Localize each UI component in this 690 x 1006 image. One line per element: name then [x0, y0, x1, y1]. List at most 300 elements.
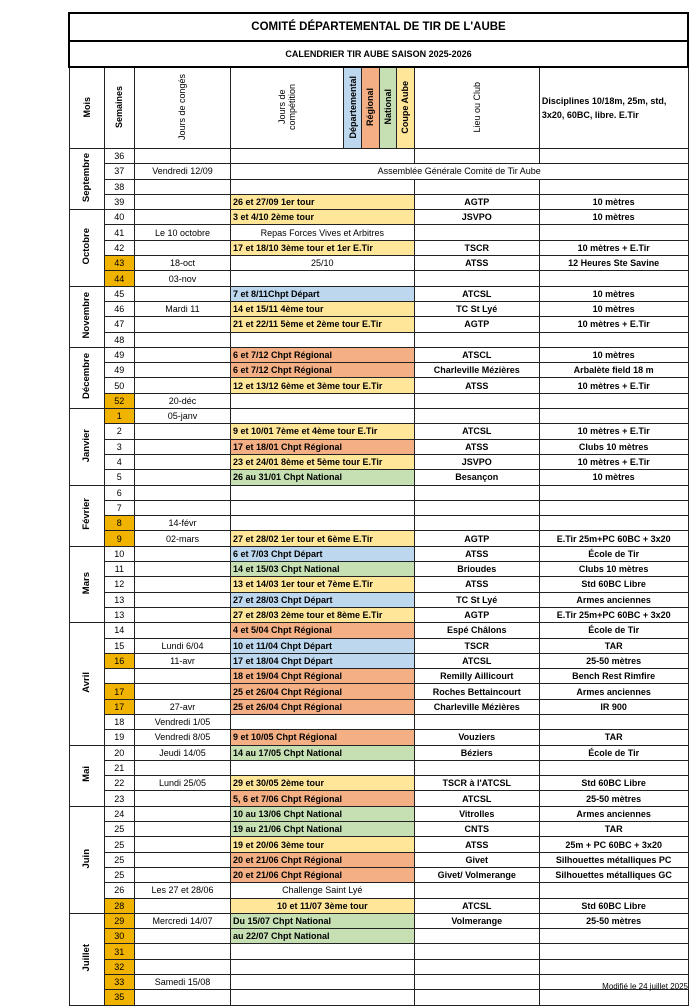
discipline-cell [539, 959, 688, 974]
week-cell: 11 [104, 562, 134, 577]
competition-cell: 27 et 28/03 2ème tour et 8ème E.Tir [230, 607, 414, 622]
month-cell [69, 745, 104, 806]
discipline-cell [539, 714, 688, 729]
competition-cell: 5, 6 et 7/06 Chpt Régional [230, 791, 414, 806]
competition-cell [230, 944, 414, 959]
venue-cell [414, 944, 539, 959]
calendar-row [69, 745, 688, 760]
competition-cell: 21 et 22/11 5ème et 2ème tour E.Tir [230, 317, 414, 332]
venue-cell: ATCSL [414, 791, 539, 806]
venue-cell: ATSS [414, 439, 539, 454]
calendar-row [69, 852, 688, 867]
holiday-cell: Mardi 11 [135, 301, 231, 316]
week-cell: 30 [104, 929, 134, 944]
venue-cell: Espé Châlons [414, 623, 539, 638]
month-label: Juin [81, 848, 93, 869]
discipline-cell: 10 mètres [539, 210, 688, 225]
venue-cell: Vitrolles [414, 806, 539, 821]
week-cell: 33 [104, 975, 134, 990]
holiday-cell [135, 149, 231, 164]
venue-cell [414, 760, 539, 775]
calendar-row [69, 332, 688, 347]
header-coupe-aube: Coupe Aube [400, 80, 411, 134]
competition-cell: 17 et 18/04 Chpt Départ [230, 653, 414, 668]
holiday-cell [135, 363, 231, 378]
discipline-cell: E.Tir 25m+PC 60BC + 3x20 [539, 531, 688, 546]
holiday-cell [135, 577, 231, 592]
calendar-row [69, 791, 688, 806]
holiday-cell [135, 424, 231, 439]
holiday-cell: Mercredi 14/07 [135, 913, 231, 928]
calendar-row [69, 516, 688, 531]
holiday-cell [135, 867, 231, 882]
calendar-row [69, 577, 688, 592]
header-mois: Mois [81, 96, 92, 118]
holiday-cell [135, 623, 231, 638]
competition-cell: 19 et 20/06 3ème tour [230, 837, 414, 852]
month-cell [69, 546, 104, 622]
week-cell: 44 [104, 271, 134, 286]
header-national: National [382, 89, 393, 125]
week-cell: 17 [104, 699, 134, 714]
venue-cell: ATSS [414, 256, 539, 271]
calendar-row [69, 975, 688, 990]
venue-cell [414, 516, 539, 531]
week-cell: 28 [104, 898, 134, 913]
venue-cell: ATSS [414, 837, 539, 852]
month-label: Septembre [81, 153, 93, 203]
venue-cell: Charleville Mézières [414, 699, 539, 714]
competition-cell: 9 et 10/01 7ème et 4ème tour E.Tir [230, 424, 414, 439]
holiday-cell [135, 286, 231, 301]
event-cell: Repas Forces Vives et Arbitres [230, 225, 414, 240]
holiday-cell [135, 347, 231, 362]
week-cell: 52 [104, 393, 134, 408]
competition-cell [230, 500, 414, 515]
competition-cell: 27 et 28/03 Chpt Départ [230, 592, 414, 607]
venue-cell: ATSS [414, 577, 539, 592]
venue-cell [414, 500, 539, 515]
document-subtitle: CALENDRIER TIR AUBE SAISON 2025-2026 [69, 41, 688, 67]
calendar-row [69, 714, 688, 729]
event-cell: Challenge Saint Lyé [230, 883, 414, 898]
month-cell [69, 347, 104, 408]
week-cell: 22 [104, 776, 134, 791]
competition-cell: 14 et 15/11 4ème tour [230, 301, 414, 316]
discipline-cell: École de Tir [539, 623, 688, 638]
week-cell: 25 [104, 837, 134, 852]
calendar-row [69, 194, 688, 209]
week-cell: 49 [104, 363, 134, 378]
competition-cell: 18 et 19/04 Chpt Régional [230, 669, 414, 684]
month-label: Février [81, 498, 93, 530]
venue-cell: TC St Lyé [414, 592, 539, 607]
week-cell: 20 [104, 745, 134, 760]
discipline-cell: 10 mètres + E.Tir [539, 378, 688, 393]
holiday-cell [135, 179, 231, 194]
calendar-row [69, 424, 688, 439]
venue-cell [414, 332, 539, 347]
week-cell: 42 [104, 240, 134, 255]
discipline-cell: 10 mètres [539, 470, 688, 485]
competition-cell: 17 et 18/10 3ème tour et 1er E.Tir [230, 240, 414, 255]
holiday-cell: Vendredi 1/05 [135, 714, 231, 729]
week-cell: 41 [104, 225, 134, 240]
holiday-cell: Samedi 15/08 [135, 975, 231, 990]
discipline-cell: 10 mètres + E.Tir [539, 454, 688, 469]
week-cell: 38 [104, 179, 134, 194]
holiday-cell: Lundi 25/05 [135, 776, 231, 791]
week-cell: 46 [104, 301, 134, 316]
week-cell: 15 [104, 638, 134, 653]
venue-cell: JSVPO [414, 210, 539, 225]
discipline-cell: Clubs 10 mètres [539, 439, 688, 454]
calendar-row [69, 149, 688, 164]
week-cell: 25 [104, 867, 134, 882]
week-cell: 31 [104, 944, 134, 959]
calendar-row [69, 393, 688, 408]
holiday-cell: 18-oct [135, 256, 231, 271]
competition-cell: 12 et 13/12 6ème et 3ème tour E.Tir [230, 378, 414, 393]
calendar-row [69, 225, 688, 240]
calendar-row [69, 347, 688, 362]
holiday-cell [135, 760, 231, 775]
discipline-cell: École de Tir [539, 745, 688, 760]
competition-cell [230, 271, 414, 286]
holiday-cell [135, 791, 231, 806]
discipline-cell: Armes anciennes [539, 592, 688, 607]
holiday-cell: 14-févr [135, 516, 231, 531]
holiday-cell [135, 546, 231, 561]
holiday-cell [135, 439, 231, 454]
venue-cell: Roches Bettaincourt [414, 684, 539, 699]
week-cell: 37 [104, 164, 134, 179]
holiday-cell [135, 959, 231, 974]
discipline-cell: 10 mètres [539, 286, 688, 301]
competition-cell [230, 149, 414, 164]
competition-cell: 27 et 28/02 1er tour et 6ème E.Tir [230, 531, 414, 546]
week-cell: 45 [104, 286, 134, 301]
discipline-cell: 12 Heures Ste Savine [539, 256, 688, 271]
month-label: Novembre [81, 292, 93, 339]
discipline-cell: TAR [539, 822, 688, 837]
holiday-cell: 03-nov [135, 271, 231, 286]
calendar-row [69, 363, 688, 378]
competition-cell: 20 et 21/06 Chpt Régional [230, 852, 414, 867]
discipline-cell: Std 60BC Libre [539, 577, 688, 592]
competition-cell [230, 332, 414, 347]
venue-cell [414, 714, 539, 729]
week-cell: 36 [104, 149, 134, 164]
week-cell: 4 [104, 454, 134, 469]
competition-cell: 4 et 5/04 Chpt Régional [230, 623, 414, 638]
discipline-cell [539, 225, 688, 240]
holiday-cell: 05-janv [135, 409, 231, 424]
holiday-cell: Lundi 6/04 [135, 638, 231, 653]
month-cell [69, 913, 104, 1005]
discipline-cell [539, 485, 688, 500]
week-cell: 19 [104, 730, 134, 745]
week-cell: 21 [104, 760, 134, 775]
week-cell: 7 [104, 500, 134, 515]
week-cell: 47 [104, 317, 134, 332]
modified-date: Modifié le 24 juillet 2025 [602, 982, 688, 991]
venue-cell: AGTP [414, 194, 539, 209]
month-label: Mai [81, 766, 93, 783]
week-cell: 49 [104, 347, 134, 362]
competition-cell: 20 et 21/06 Chpt Régional [230, 867, 414, 882]
venue-cell: Béziers [414, 745, 539, 760]
venue-cell [414, 179, 539, 194]
venue-cell [414, 883, 539, 898]
competition-cell: 25 et 26/04 Chpt Régional [230, 684, 414, 699]
venue-cell: ATSS [414, 546, 539, 561]
discipline-cell [539, 883, 688, 898]
competition-cell: 6 et 7/03 Chpt Départ [230, 546, 414, 561]
week-cell: 39 [104, 194, 134, 209]
header-semaines: Semaines [114, 85, 125, 129]
holiday-cell: 27-avr [135, 699, 231, 714]
holiday-cell [135, 898, 231, 913]
venue-cell [414, 485, 539, 500]
discipline-cell: TAR [539, 638, 688, 653]
competition-cell: 29 et 30/05 2ème tour [230, 776, 414, 791]
week-cell: 48 [104, 332, 134, 347]
discipline-cell: École de Tir [539, 546, 688, 561]
calendar-row [69, 439, 688, 454]
calendar-row [69, 531, 688, 546]
holiday-cell [135, 500, 231, 515]
discipline-cell: Armes anciennes [539, 806, 688, 821]
calendar-row [69, 317, 688, 332]
month-cell [69, 286, 104, 347]
calendar-row [69, 669, 688, 684]
discipline-cell [539, 500, 688, 515]
month-cell [69, 409, 104, 485]
venue-cell: Remilly Aillicourt [414, 669, 539, 684]
discipline-cell [539, 393, 688, 408]
week-cell: 12 [104, 577, 134, 592]
venue-cell: Besançon [414, 470, 539, 485]
week-cell [104, 669, 134, 684]
holiday-cell [135, 454, 231, 469]
discipline-cell: Std 60BC Libre [539, 776, 688, 791]
event-cell: Assemblée Générale Comité de Tir Aube [230, 164, 688, 179]
calendar-row [69, 959, 688, 974]
week-cell: 40 [104, 210, 134, 225]
discipline-cell: E.Tir 25m+PC 60BC + 3x20 [539, 607, 688, 622]
venue-cell: ATCSL [414, 653, 539, 668]
venue-cell: JSVPO [414, 454, 539, 469]
discipline-cell: Arbalète field 18 m [539, 363, 688, 378]
discipline-cell [539, 516, 688, 531]
calendar-row [69, 179, 688, 194]
competition-cell: au 22/07 Chpt National [230, 929, 414, 944]
discipline-cell: 10 mètres [539, 347, 688, 362]
week-cell: 8 [104, 516, 134, 531]
header-row [69, 67, 688, 149]
calendar-row [69, 301, 688, 316]
venue-cell: Charleville Mézières [414, 363, 539, 378]
calendar-row [69, 944, 688, 959]
venue-cell: ATCSL [414, 898, 539, 913]
holiday-cell: 20-déc [135, 393, 231, 408]
venue-cell: ATCSL [414, 286, 539, 301]
holiday-cell [135, 607, 231, 622]
venue-cell: CNTS [414, 822, 539, 837]
calendar-row [69, 409, 688, 424]
competition-cell [230, 409, 414, 424]
venue-cell: TSCR [414, 638, 539, 653]
competition-cell: 10 et 11/07 3ème tour [230, 898, 414, 913]
venue-cell [414, 149, 539, 164]
week-cell: 18 [104, 714, 134, 729]
venue-cell [414, 959, 539, 974]
week-cell: 10 [104, 546, 134, 561]
month-label: Avril [81, 672, 93, 693]
venue-cell [414, 990, 539, 1005]
competition-cell: 17 et 18/01 Chpt Régional [230, 439, 414, 454]
calendar-row [69, 760, 688, 775]
week-cell: 1 [104, 409, 134, 424]
competition-cell: 10 au 13/06 Chpt National [230, 806, 414, 821]
venue-cell: TSCR [414, 240, 539, 255]
calendar-row [69, 164, 688, 179]
discipline-cell: 10 mètres [539, 301, 688, 316]
venue-cell: ATSS [414, 378, 539, 393]
venue-cell: Volmerange [414, 913, 539, 928]
holiday-cell [135, 990, 231, 1005]
header-regional: Régional [365, 87, 376, 126]
month-cell [69, 806, 104, 913]
week-cell: 29 [104, 913, 134, 928]
competition-cell: 25 et 26/04 Chpt Régional [230, 699, 414, 714]
event-cell: 25/10 [230, 256, 414, 271]
calendar-row [69, 271, 688, 286]
competition-cell: 14 au 17/05 Chpt National [230, 745, 414, 760]
week-cell: 6 [104, 485, 134, 500]
calendar-row [69, 256, 688, 271]
competition-cell: 3 et 4/10 2ème tour [230, 210, 414, 225]
discipline-cell: Clubs 10 mètres [539, 562, 688, 577]
week-cell: 23 [104, 791, 134, 806]
holiday-cell [135, 684, 231, 699]
week-cell: 3 [104, 439, 134, 454]
venue-cell [414, 929, 539, 944]
header-lieu: Lieu ou Club [471, 81, 482, 133]
week-cell: 32 [104, 959, 134, 974]
competition-cell: 10 et 11/04 Chpt Départ [230, 638, 414, 653]
venue-cell: ATSCL [414, 347, 539, 362]
discipline-cell: 10 mètres + E.Tir [539, 317, 688, 332]
week-cell: 2 [104, 424, 134, 439]
holiday-cell [135, 669, 231, 684]
discipline-cell: 10 mètres + E.Tir [539, 424, 688, 439]
venue-cell: AGTP [414, 531, 539, 546]
discipline-cell [539, 332, 688, 347]
venue-cell: Givet/ Volmerange [414, 867, 539, 882]
discipline-cell [539, 990, 688, 1005]
discipline-cell: 25-50 mètres [539, 653, 688, 668]
discipline-cell [539, 271, 688, 286]
calendar-row [69, 500, 688, 515]
holiday-cell [135, 378, 231, 393]
calendar-row [69, 286, 688, 301]
week-cell: 24 [104, 806, 134, 821]
header-departemental: Départemental [347, 75, 358, 139]
calendar-table [68, 12, 689, 1006]
holiday-cell [135, 240, 231, 255]
competition-cell [230, 714, 414, 729]
calendar-row [69, 867, 688, 882]
competition-cell [230, 959, 414, 974]
discipline-cell: TAR [539, 730, 688, 745]
discipline-cell [539, 944, 688, 959]
calendar-row [69, 240, 688, 255]
month-label: Décembre [81, 353, 93, 400]
month-label: Octobre [81, 228, 93, 265]
venue-cell [414, 225, 539, 240]
venue-cell: Vouziers [414, 730, 539, 745]
month-cell [69, 485, 104, 546]
holiday-cell [135, 332, 231, 347]
competition-cell: 7 et 8/11Chpt Départ [230, 286, 414, 301]
week-cell: 14 [104, 623, 134, 638]
discipline-cell [539, 760, 688, 775]
week-cell: 13 [104, 607, 134, 622]
holiday-cell: Vendredi 12/09 [135, 164, 231, 179]
competition-cell: 19 au 21/06 Chpt National [230, 822, 414, 837]
header-competition: Jours de compétition [277, 83, 298, 131]
week-cell: 16 [104, 653, 134, 668]
month-label: Juillet [81, 944, 93, 972]
month-cell [69, 210, 104, 286]
holiday-cell: Vendredi 8/05 [135, 730, 231, 745]
holiday-cell [135, 210, 231, 225]
discipline-cell: Bench Rest Rimfire [539, 669, 688, 684]
calendar-row [69, 638, 688, 653]
calendar-row [69, 837, 688, 852]
month-label: Janvier [81, 428, 93, 462]
venue-cell: TC St Lyé [414, 301, 539, 316]
holiday-cell [135, 929, 231, 944]
calendar-row [69, 822, 688, 837]
calendar-row [69, 806, 688, 821]
venue-cell: ATCSL [414, 424, 539, 439]
holiday-cell [135, 194, 231, 209]
calendar-row [69, 470, 688, 485]
calendar-row [69, 776, 688, 791]
week-cell: 43 [104, 256, 134, 271]
discipline-cell: Silhouettes métalliques GC [539, 867, 688, 882]
competition-cell: 14 et 15/03 Chpt National [230, 562, 414, 577]
discipline-cell: 25m + PC 60BC + 3x20 [539, 837, 688, 852]
discipline-cell: Armes anciennes [539, 684, 688, 699]
week-cell: 25 [104, 822, 134, 837]
competition-cell [230, 975, 414, 990]
calendar-row [69, 883, 688, 898]
month-cell [69, 149, 104, 210]
holiday-cell [135, 852, 231, 867]
discipline-cell: 25-50 mètres [539, 913, 688, 928]
competition-cell [230, 485, 414, 500]
competition-cell [230, 516, 414, 531]
holiday-cell [135, 562, 231, 577]
competition-cell: 26 au 31/01 Chpt National [230, 470, 414, 485]
discipline-cell: Std 60BC Libre [539, 898, 688, 913]
calendar-row [69, 592, 688, 607]
discipline-cell [539, 929, 688, 944]
